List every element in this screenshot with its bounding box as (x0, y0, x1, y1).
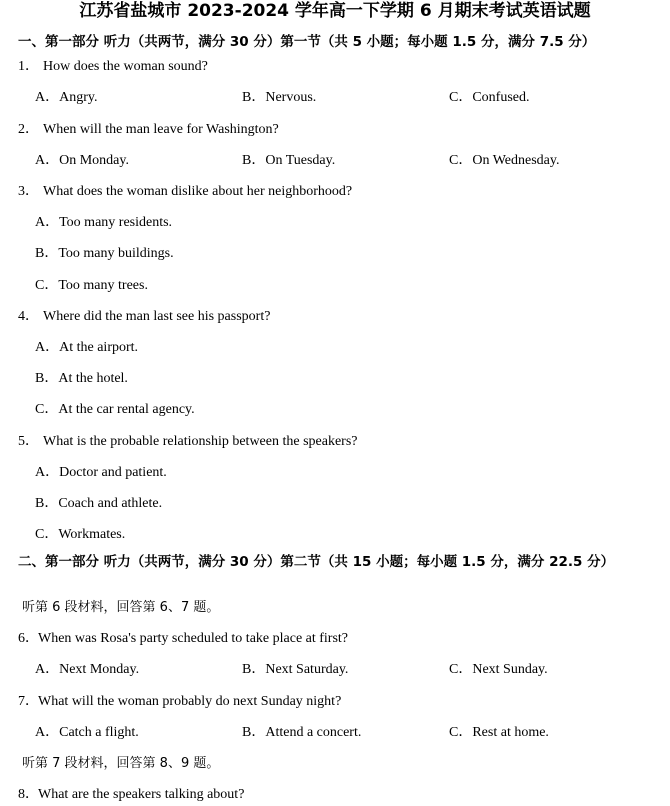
question-number: 6． (18, 631, 39, 646)
question-6 (18, 630, 348, 648)
q6-option-a: A．Next Monday. (35, 662, 140, 677)
q6-option-c: C．Next Sunday. (449, 662, 548, 677)
q7-option-c: C．Rest at home. (449, 725, 549, 740)
question-number: 5． (18, 434, 39, 449)
question-7 (18, 693, 341, 711)
section-heading-part2: 二、第一部分 听力（共两节，满分 30 分）第二节（共 15 小题；每小题 1.5 分，满分 22.5 分） (18, 554, 615, 570)
question-8 (18, 786, 244, 804)
q4-option-a: A．At the airport. (35, 340, 139, 355)
question-number: 1． (18, 59, 39, 74)
question-4 (18, 308, 270, 326)
page-title: 江苏省盐城市 2023-2024 学年高一下学期 6 月期末考试英语试题 (79, 1, 591, 21)
question-5 (18, 433, 358, 451)
question-text: What will the woman probably do next Sunday night? (38, 694, 342, 709)
q5-option-b: B．Coach and athlete. (35, 496, 163, 511)
q3-option-a: A．Too many residents. (35, 215, 173, 230)
q4-option-b: B．At the hotel. (35, 371, 128, 386)
question-text: Where did the man last see his passport? (43, 309, 271, 324)
q7-option-b: B．Attend a concert. (242, 725, 362, 740)
listening-note-7: 听第 7 段材料，回答第 8、9 题。 (22, 756, 220, 771)
q6-option-b: B．Next Saturday. (242, 662, 349, 677)
question-text: When will the man leave for Washington? (43, 122, 279, 137)
q2-option-a: A．On Monday. (35, 153, 129, 168)
question-2 (18, 121, 279, 139)
listening-note-6: 听第 6 段材料，回答第 6、7 题。 (22, 600, 220, 615)
question-text: When was Rosa's party scheduled to take place at first? (38, 631, 349, 646)
question-text: How does the woman sound? (43, 59, 208, 74)
question-number: 2． (18, 122, 39, 137)
q1-option-c: C．Confused. (449, 90, 530, 105)
q1-option-a: A．Angry. (35, 90, 98, 105)
q5-option-c: C．Workmates. (35, 527, 126, 542)
q5-option-a: A．Doctor and patient. (35, 465, 167, 480)
question-number: 3． (18, 184, 39, 199)
q2-option-b: B．On Tuesday. (242, 153, 336, 168)
question-text: What is the probable relationship between the speakers? (43, 434, 358, 449)
section-heading-part1: 一、第一部分 听力（共两节，满分 30 分）第一节（共 5 小题；每小题 1.5 分，满分 7.5 分） (18, 34, 596, 50)
q2-option-c: C．On Wednesday. (449, 153, 560, 168)
q7-option-a: A．Catch a flight. (35, 725, 139, 740)
q4-option-c: C．At the car rental agency. (35, 402, 195, 417)
question-text: What are the speakers talking about? (38, 787, 245, 802)
q1-option-b: B．Nervous. (242, 90, 317, 105)
question-number: 7． (18, 694, 39, 709)
question-number: 8． (18, 787, 39, 802)
q3-option-c: C．Too many trees. (35, 278, 148, 293)
q3-option-b: B．Too many buildings. (35, 246, 174, 261)
question-3 (18, 183, 352, 201)
question-text: What does the woman dislike about her neighborhood? (43, 184, 353, 199)
question-1 (18, 58, 208, 76)
question-number: 4． (18, 309, 39, 324)
